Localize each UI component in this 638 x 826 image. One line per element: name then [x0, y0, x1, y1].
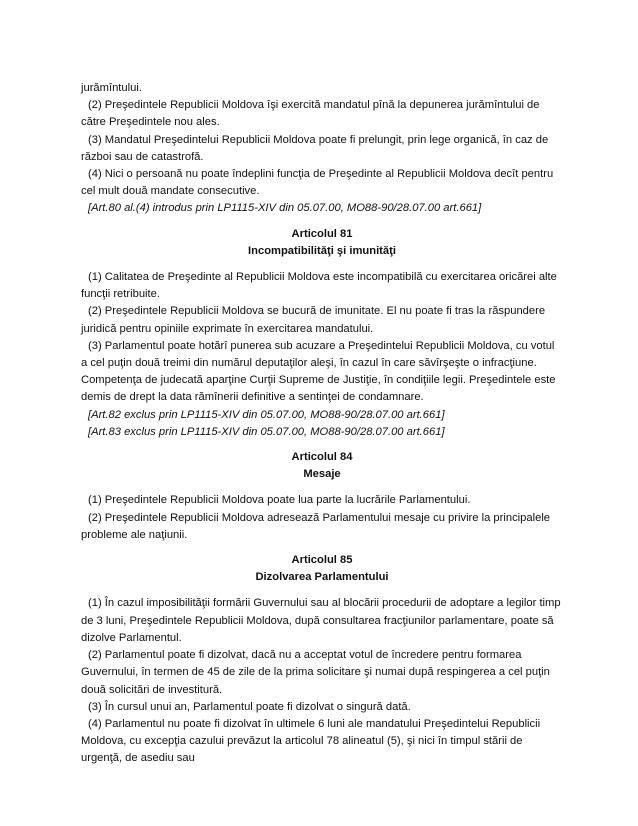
paragraph: (2) Preşedintele Republicii Moldova se bucură de imunitate. El nu poate fi tras la răspundere juridică pentru opiniile exprimate în exercitarea mandatului. — [81, 305, 546, 335]
article-title: Incompatibilităţi şi imunităţi — [248, 244, 396, 257]
amendment-note: [Art.80 al.(4) introdus prin LP1115-XIV din 05.07.00, MO88-90/28.07.00 art.661] — [88, 202, 482, 215]
article-number: Articolul 84 — [291, 451, 353, 464]
paragraph: (3) Parlamentul poate hotărî punerea sub acuzare a Preşedintelui Republicii Moldova, cu votul a cel puţin două treimi din numărul deputaţilor aleşi, în cazul în care săvîrşeşte o infracţiune. Competenţa de judecată aparţine Curţii Supreme de Justiţie, în condiţiile legii. Preşedintele este demis de drept la data rămînerii definitive a sentinţei de condamnare. — [81, 339, 556, 404]
article-heading — [81, 552, 563, 586]
paragraph: (4) Nici o persoană nu poate îndeplini funcţia de Preşedinte al Republicii Moldova decît pentru cel mult două mandate consecutive. — [81, 168, 554, 198]
paragraph: (3) Mandatul Preşedintelui Republicii Moldova poate fi prelungit, prin lege organică, în caz de război sau de catastrofă. — [81, 133, 549, 163]
paragraph: (2) Preşedintele Republicii Moldova adresează Parlamentului mesaje cu privire la principalele probleme ale naţiunii. — [81, 511, 551, 541]
paragraph: (4) Parlamentul nu poate fi dizolvat în ultimele 6 luni ale mandatului Preşedintelui Republicii Moldova, cu excepţia cazului prevăzut la articolul 78 alineatul (5), şi nici în timpul stării de urgenţă, de asediu sau — [81, 717, 541, 765]
paragraph: (1) În cazul imposibilităţii formării Guvernului sau al blocării procedurii de adoptare a legilor timp de 3 luni, Preşedintele Republicii Moldova, după consultarea fracţiunilor parlamentare, poate să dizolve Parlamentul. — [81, 597, 561, 644]
paragraph: (1) Preşedintele Republicii Moldova poate lua parte la lucrările Parlamentului. — [88, 494, 471, 507]
paragraph: (2) Parlamentul poate fi dizolvat, dacă nu a acceptat votul de încredere pentru formarea Guvernului, în termen de 45 de zile de la prima solicitare şi numai după respingerea a cel puţin două solicitări de investitură. — [81, 649, 550, 696]
article-title: Mesaje — [303, 468, 341, 481]
paragraph: jurămîntului. — [81, 82, 142, 94]
article-heading — [81, 449, 563, 483]
paragraph: (3) În cursul unui an, Parlamentul poate fi dizolvat o singură dată. — [88, 700, 411, 713]
paragraph: (2) Preşedintele Republicii Moldova îşi exercită mandatul pînă la depunerea jurămîntului de către Preşedintele nou ales. — [81, 99, 540, 129]
paragraph: (1) Calitatea de Preşedinte al Republicii Moldova este incompatibilă cu exercitarea oricărei alte funcţii retribuite. — [81, 271, 557, 301]
article-title: Dizolvarea Parlamentului — [255, 571, 389, 584]
article-number: Articolul 81 — [291, 227, 353, 240]
article-heading — [81, 226, 563, 260]
amendment-note: [Art.83 exclus prin LP1115-XIV din 05.07.00, MO88-90/28.07.00 art.661] — [88, 425, 445, 438]
amendment-note: [Art.82 exclus prin LP1115-XIV din 05.07.00, MO88-90/28.07.00 art.661] — [88, 408, 445, 421]
document-page — [81, 80, 563, 768]
article-number: Articolul 85 — [291, 554, 353, 567]
